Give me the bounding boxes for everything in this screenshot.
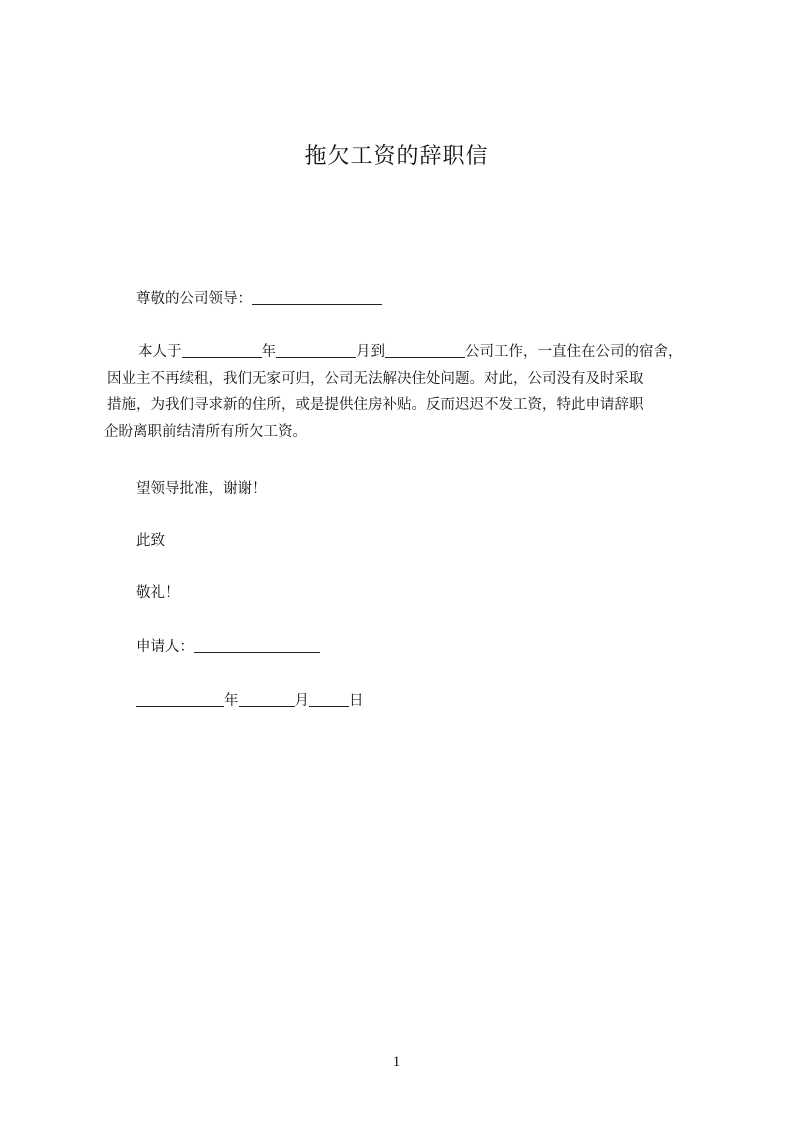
closing-line-2: 敬礼！	[136, 585, 180, 601]
page-number: 1	[392, 1054, 401, 1070]
body-line-2: 因业主不再续租，我们无家可归，公司无法解决住处问题。对此，公司没有及时采取	[107, 370, 644, 387]
date-line	[136, 688, 364, 714]
start-year-blank[interactable]	[182, 341, 262, 358]
date-year-blank[interactable]	[136, 690, 224, 707]
salutation-line	[136, 286, 382, 312]
body-line-1	[107, 339, 719, 366]
applicant-label: 申请人：	[136, 639, 194, 655]
body-prefix: 本人于	[138, 344, 182, 360]
date-month-label: 月	[294, 693, 309, 709]
body-line-3: 措施，为我们寻求新的住所，或是提供住房补贴。反而迟迟不发工资，特此申请辞职	[107, 397, 644, 413]
company-name-blank[interactable]	[385, 341, 465, 358]
applicant-name-blank[interactable]	[194, 636, 320, 653]
document-title: 拖欠工资的辞职信	[304, 144, 489, 169]
salutation-label: 尊敬的公司领导：	[136, 291, 252, 307]
month-to-label: 月到	[356, 344, 385, 360]
body-line-1-rest: 公司工作，一直住在公司的宿舍，	[465, 344, 683, 360]
date-year-label: 年	[224, 693, 239, 709]
date-day-blank[interactable]	[309, 690, 349, 707]
date-day-label: 日	[349, 693, 364, 709]
recipient-blank[interactable]	[252, 288, 382, 305]
start-year-label: 年	[261, 344, 276, 360]
request-line: 望领导批准，谢谢！	[136, 481, 267, 497]
body-line-4: 企盼离职前结清所有所欠工资。	[104, 423, 307, 440]
start-month-blank[interactable]	[276, 341, 356, 358]
body-paragraph	[104, 339, 719, 445]
closing-line-1: 此致	[136, 533, 165, 549]
applicant-line	[136, 634, 320, 660]
date-month-blank[interactable]	[239, 690, 295, 707]
